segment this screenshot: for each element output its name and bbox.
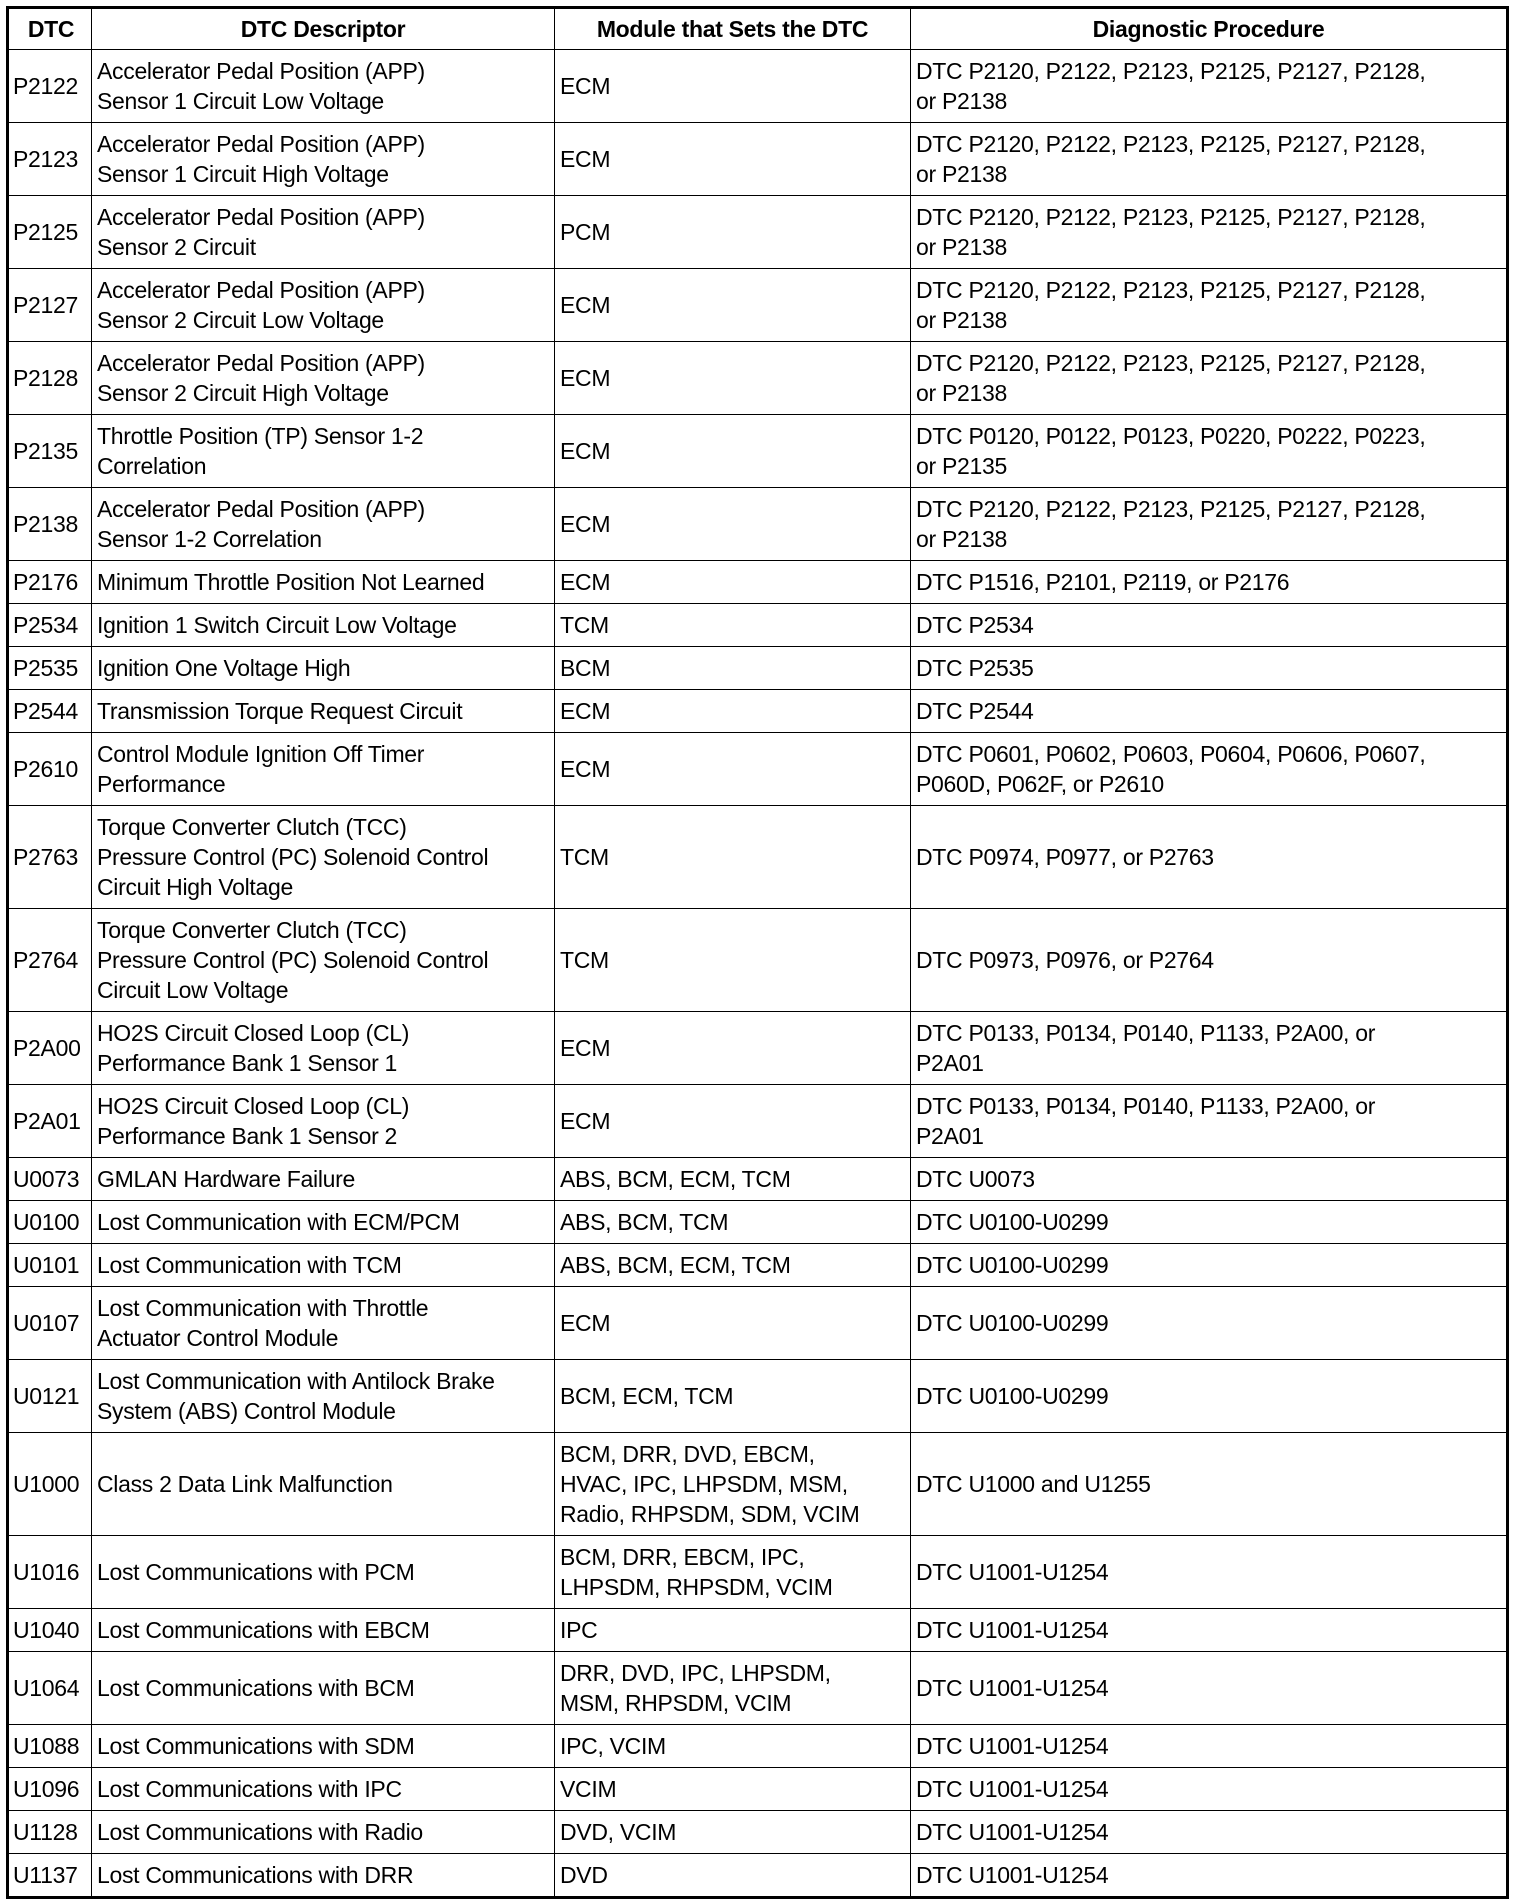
descriptor-cell: Lost Communications with Radio: [92, 1811, 555, 1854]
procedure-cell: DTC P2120, P2122, P2123, P2125, P2127, P2128, or P2138: [911, 342, 1508, 415]
module-cell: ABS, BCM, ECM, TCM: [555, 1244, 911, 1287]
dtc-cell: P2127: [8, 269, 92, 342]
dtc-cell: U1064: [8, 1652, 92, 1725]
table-row: [8, 909, 1508, 1012]
procedure-cell: DTC U1001-U1254: [911, 1652, 1508, 1725]
descriptor-cell: GMLAN Hardware Failure: [92, 1158, 555, 1201]
dtc-cell: P2764: [8, 909, 92, 1012]
descriptor-cell: HO2S Circuit Closed Loop (CL) Performance Bank 1 Sensor 1: [92, 1012, 555, 1085]
descriptor-cell: Accelerator Pedal Position (APP) Sensor 2 Circuit High Voltage: [92, 342, 555, 415]
descriptor-cell: Torque Converter Clutch (TCC) Pressure Control (PC) Solenoid Control Circuit High Voltage: [92, 806, 555, 909]
procedure-cell: DTC P2120, P2122, P2123, P2125, P2127, P2128, or P2138: [911, 50, 1508, 123]
table-row: [8, 806, 1508, 909]
module-cell: ABS, BCM, TCM: [555, 1201, 911, 1244]
header-procedure: Diagnostic Procedure: [911, 8, 1508, 50]
descriptor-cell: Ignition One Voltage High: [92, 647, 555, 690]
dtc-cell: P2534: [8, 604, 92, 647]
module-cell: ECM: [555, 342, 911, 415]
table-row: [8, 1725, 1508, 1768]
descriptor-cell: Minimum Throttle Position Not Learned: [92, 561, 555, 604]
descriptor-cell: Accelerator Pedal Position (APP) Sensor 1-2 Correlation: [92, 488, 555, 561]
procedure-cell: DTC P0133, P0134, P0140, P1133, P2A00, or P2A01: [911, 1085, 1508, 1158]
dtc-cell: U0100: [8, 1201, 92, 1244]
table-row: [8, 1768, 1508, 1811]
descriptor-cell: Class 2 Data Link Malfunction: [92, 1433, 555, 1536]
procedure-cell: DTC P0133, P0134, P0140, P1133, P2A00, or P2A01: [911, 1012, 1508, 1085]
module-cell: ECM: [555, 415, 911, 488]
dtc-cell: U0101: [8, 1244, 92, 1287]
module-cell: VCIM: [555, 1768, 911, 1811]
table-row: [8, 1244, 1508, 1287]
procedure-cell: DTC U0100-U0299: [911, 1287, 1508, 1360]
descriptor-cell: Ignition 1 Switch Circuit Low Voltage: [92, 604, 555, 647]
module-cell: ECM: [555, 561, 911, 604]
table-row: [8, 50, 1508, 123]
dtc-cell: U1016: [8, 1536, 92, 1609]
procedure-cell: DTC P2534: [911, 604, 1508, 647]
table-row: [8, 647, 1508, 690]
dtc-cell: U0107: [8, 1287, 92, 1360]
descriptor-cell: Accelerator Pedal Position (APP) Sensor 2 Circuit Low Voltage: [92, 269, 555, 342]
table-row: [8, 1652, 1508, 1725]
table-row: [8, 488, 1508, 561]
descriptor-cell: Lost Communications with DRR: [92, 1854, 555, 1898]
dtc-cell: U1128: [8, 1811, 92, 1854]
module-cell: TCM: [555, 909, 911, 1012]
descriptor-cell: Control Module Ignition Off Timer Performance: [92, 733, 555, 806]
module-cell: PCM: [555, 196, 911, 269]
table-row: [8, 561, 1508, 604]
module-cell: DVD, VCIM: [555, 1811, 911, 1854]
table-row: [8, 733, 1508, 806]
dtc-cell: U1040: [8, 1609, 92, 1652]
dtc-cell: P2176: [8, 561, 92, 604]
module-cell: BCM, ECM, TCM: [555, 1360, 911, 1433]
procedure-cell: DTC P0601, P0602, P0603, P0604, P0606, P0607, P060D, P062F, or P2610: [911, 733, 1508, 806]
descriptor-cell: Lost Communication with Antilock Brake System (ABS) Control Module: [92, 1360, 555, 1433]
dtc-cell: U1000: [8, 1433, 92, 1536]
dtc-cell: P2535: [8, 647, 92, 690]
module-cell: ECM: [555, 269, 911, 342]
descriptor-cell: Torque Converter Clutch (TCC) Pressure Control (PC) Solenoid Control Circuit Low Voltage: [92, 909, 555, 1012]
descriptor-cell: Lost Communications with EBCM: [92, 1609, 555, 1652]
procedure-cell: DTC P2120, P2122, P2123, P2125, P2127, P2128, or P2138: [911, 196, 1508, 269]
module-cell: ECM: [555, 733, 911, 806]
descriptor-cell: Lost Communications with IPC: [92, 1768, 555, 1811]
table-row: [8, 1609, 1508, 1652]
procedure-cell: DTC P2120, P2122, P2123, P2125, P2127, P2128, or P2138: [911, 488, 1508, 561]
table-row: [8, 1433, 1508, 1536]
descriptor-cell: Lost Communications with BCM: [92, 1652, 555, 1725]
descriptor-cell: Throttle Position (TP) Sensor 1-2 Correlation: [92, 415, 555, 488]
procedure-cell: DTC U0100-U0299: [911, 1244, 1508, 1287]
table-row: [8, 1287, 1508, 1360]
module-cell: BCM: [555, 647, 911, 690]
header-module: Module that Sets the DTC: [555, 8, 911, 50]
module-cell: ECM: [555, 488, 911, 561]
descriptor-cell: Lost Communications with PCM: [92, 1536, 555, 1609]
table-row: [8, 604, 1508, 647]
procedure-cell: DTC P2120, P2122, P2123, P2125, P2127, P2128, or P2138: [911, 123, 1508, 196]
procedure-cell: DTC U1000 and U1255: [911, 1433, 1508, 1536]
dtc-cell: P2138: [8, 488, 92, 561]
descriptor-cell: Lost Communication with ECM/PCM: [92, 1201, 555, 1244]
dtc-cell: U1137: [8, 1854, 92, 1898]
module-cell: DVD: [555, 1854, 911, 1898]
descriptor-cell: HO2S Circuit Closed Loop (CL) Performance Bank 1 Sensor 2: [92, 1085, 555, 1158]
table-row: [8, 196, 1508, 269]
procedure-cell: DTC U1001-U1254: [911, 1725, 1508, 1768]
module-cell: ECM: [555, 50, 911, 123]
module-cell: ABS, BCM, ECM, TCM: [555, 1158, 911, 1201]
dtc-cell: P2610: [8, 733, 92, 806]
table-row: [8, 1012, 1508, 1085]
descriptor-cell: Lost Communications with SDM: [92, 1725, 555, 1768]
table-row: [8, 1360, 1508, 1433]
procedure-cell: DTC U0100-U0299: [911, 1360, 1508, 1433]
descriptor-cell: Transmission Torque Request Circuit: [92, 690, 555, 733]
module-cell: TCM: [555, 604, 911, 647]
table-row: [8, 690, 1508, 733]
header-dtc: DTC: [8, 8, 92, 50]
procedure-cell: DTC U1001-U1254: [911, 1768, 1508, 1811]
dtc-cell: P2135: [8, 415, 92, 488]
module-cell: ECM: [555, 1085, 911, 1158]
dtc-cell: U1096: [8, 1768, 92, 1811]
dtc-cell: U0073: [8, 1158, 92, 1201]
dtc-cell: P2122: [8, 50, 92, 123]
table-row: [8, 1201, 1508, 1244]
procedure-cell: DTC P2535: [911, 647, 1508, 690]
module-cell: BCM, DRR, DVD, EBCM, HVAC, IPC, LHPSDM, MSM, Radio, RHPSDM, SDM, VCIM: [555, 1433, 911, 1536]
dtc-cell: P2123: [8, 123, 92, 196]
descriptor-cell: Accelerator Pedal Position (APP) Sensor 1 Circuit Low Voltage: [92, 50, 555, 123]
table-row: [8, 1085, 1508, 1158]
table-row: [8, 1854, 1508, 1898]
procedure-cell: DTC U0073: [911, 1158, 1508, 1201]
module-cell: TCM: [555, 806, 911, 909]
table-row: [8, 342, 1508, 415]
module-cell: ECM: [555, 123, 911, 196]
procedure-cell: DTC P2120, P2122, P2123, P2125, P2127, P2128, or P2138: [911, 269, 1508, 342]
procedure-cell: DTC U0100-U0299: [911, 1201, 1508, 1244]
descriptor-cell: Lost Communication with TCM: [92, 1244, 555, 1287]
procedure-cell: DTC P0973, P0976, or P2764: [911, 909, 1508, 1012]
dtc-cell: P2A00: [8, 1012, 92, 1085]
module-cell: IPC: [555, 1609, 911, 1652]
procedure-cell: DTC U1001-U1254: [911, 1811, 1508, 1854]
dtc-cell: P2A01: [8, 1085, 92, 1158]
module-cell: BCM, DRR, EBCM, IPC, LHPSDM, RHPSDM, VCIM: [555, 1536, 911, 1609]
table-header-row: [8, 8, 1508, 50]
dtc-cell: U1088: [8, 1725, 92, 1768]
dtc-cell: P2125: [8, 196, 92, 269]
table-row: [8, 415, 1508, 488]
table-row: [8, 1536, 1508, 1609]
procedure-cell: DTC U1001-U1254: [911, 1609, 1508, 1652]
module-cell: DRR, DVD, IPC, LHPSDM, MSM, RHPSDM, VCIM: [555, 1652, 911, 1725]
procedure-cell: DTC P0120, P0122, P0123, P0220, P0222, P0223, or P2135: [911, 415, 1508, 488]
dtc-cell: P2128: [8, 342, 92, 415]
table-row: [8, 123, 1508, 196]
table-row: [8, 1811, 1508, 1854]
procedure-cell: DTC P1516, P2101, P2119, or P2176: [911, 561, 1508, 604]
procedure-cell: DTC P0974, P0977, or P2763: [911, 806, 1508, 909]
dtc-cell: P2544: [8, 690, 92, 733]
dtc-table: [6, 6, 1509, 1899]
procedure-cell: DTC U1001-U1254: [911, 1854, 1508, 1898]
module-cell: ECM: [555, 1287, 911, 1360]
table-body: [8, 50, 1508, 1898]
descriptor-cell: Accelerator Pedal Position (APP) Sensor 1 Circuit High Voltage: [92, 123, 555, 196]
header-descriptor: DTC Descriptor: [92, 8, 555, 50]
dtc-cell: U0121: [8, 1360, 92, 1433]
table-row: [8, 269, 1508, 342]
module-cell: ECM: [555, 1012, 911, 1085]
descriptor-cell: Accelerator Pedal Position (APP) Sensor 2 Circuit: [92, 196, 555, 269]
procedure-cell: DTC U1001-U1254: [911, 1536, 1508, 1609]
procedure-cell: DTC P2544: [911, 690, 1508, 733]
descriptor-cell: Lost Communication with Throttle Actuator Control Module: [92, 1287, 555, 1360]
dtc-cell: P2763: [8, 806, 92, 909]
module-cell: IPC, VCIM: [555, 1725, 911, 1768]
table-row: [8, 1158, 1508, 1201]
module-cell: ECM: [555, 690, 911, 733]
